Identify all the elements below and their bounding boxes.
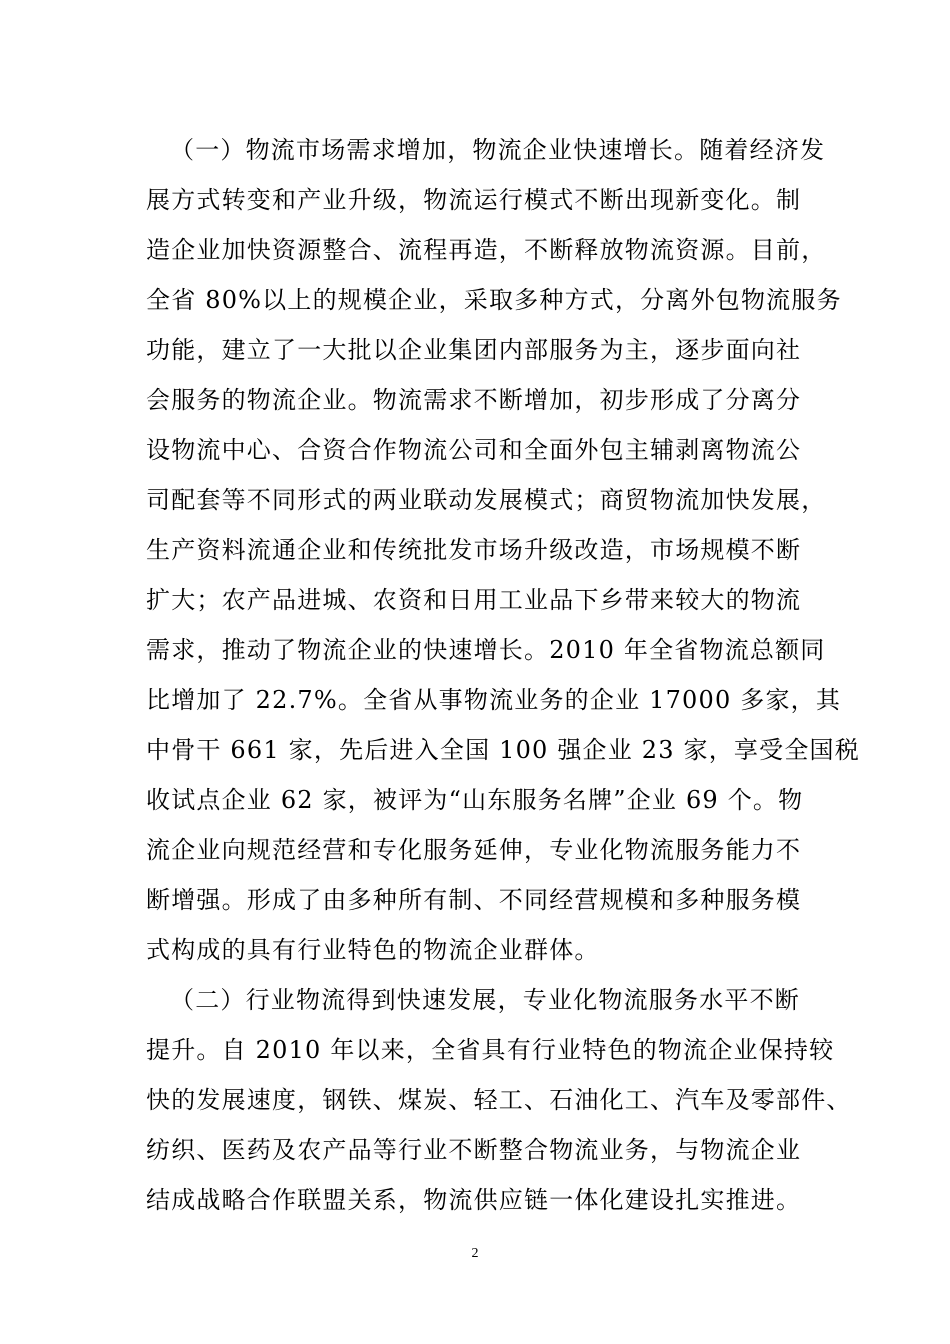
text-line: 设物流中心、合资合作物流公司和全面外包主辅剥离物流公 (146, 436, 802, 464)
page-number: 2 (471, 1246, 479, 1261)
text-line: 中骨干 661 家，先后进入全国 100 强企业 23 家，享受全国税 (146, 736, 860, 764)
text-line: 式构成的具有行业特色的物流企业群体。 (146, 936, 600, 964)
text-line: 收试点企业 62 家，被评为“山东服务名牌”企业 69 个。物 (146, 786, 804, 814)
text-line: 需求，推动了物流企业的快速增长。2010 年全省物流总额同 (146, 636, 826, 664)
text-line: （二）行业物流得到快速发展，专业化物流服务水平不断 (170, 986, 800, 1014)
text-line: 结成战略合作联盟关系，物流供应链一体化建设扎实推进。 (146, 1186, 802, 1214)
text-line: 功能，建立了一大批以企业集团内部服务为主，逐步面向社 (146, 336, 802, 364)
text-line: 提升。自 2010 年以来，全省具有行业特色的物流企业保持较 (146, 1036, 835, 1064)
text-line: 纺织、医药及农产品等行业不断整合物流业务，与物流企业 (146, 1136, 802, 1164)
text-line: 司配套等不同形式的两业联动发展模式；商贸物流加快发展， (146, 486, 827, 514)
text-line: 展方式转变和产业升级，物流运行模式不断出现新变化。制 (146, 186, 802, 214)
text-line: 会服务的物流企业。物流需求不断增加，初步形成了分离分 (146, 386, 802, 414)
text-line: 流企业向规范经营和专化服务延伸，专业化物流服务能力不 (146, 836, 802, 864)
text-line: 断增强。形成了由多种所有制、不同经营规模和多种服务模 (146, 886, 802, 914)
text-line: 比增加了 22.7%。全省从事物流业务的企业 17000 多家，其 (146, 686, 842, 714)
text-line: 造企业加快资源整合、流程再造，不断释放物流资源。目前， (146, 236, 827, 264)
text-line: 全省 80%以上的规模企业，采取多种方式，分离外包物流服务 (146, 286, 842, 314)
text-line: 生产资料流通企业和传统批发市场升级改造，市场规模不断 (146, 536, 802, 564)
text-line: 快的发展速度，钢铁、煤炭、轻工、石油化工、汽车及零部件、 (146, 1086, 852, 1114)
text-line: 扩大；农产品进城、农资和日用工业品下乡带来较大的物流 (146, 586, 802, 614)
text-line: （一）物流市场需求增加，物流企业快速增长。随着经济发 (170, 136, 826, 164)
